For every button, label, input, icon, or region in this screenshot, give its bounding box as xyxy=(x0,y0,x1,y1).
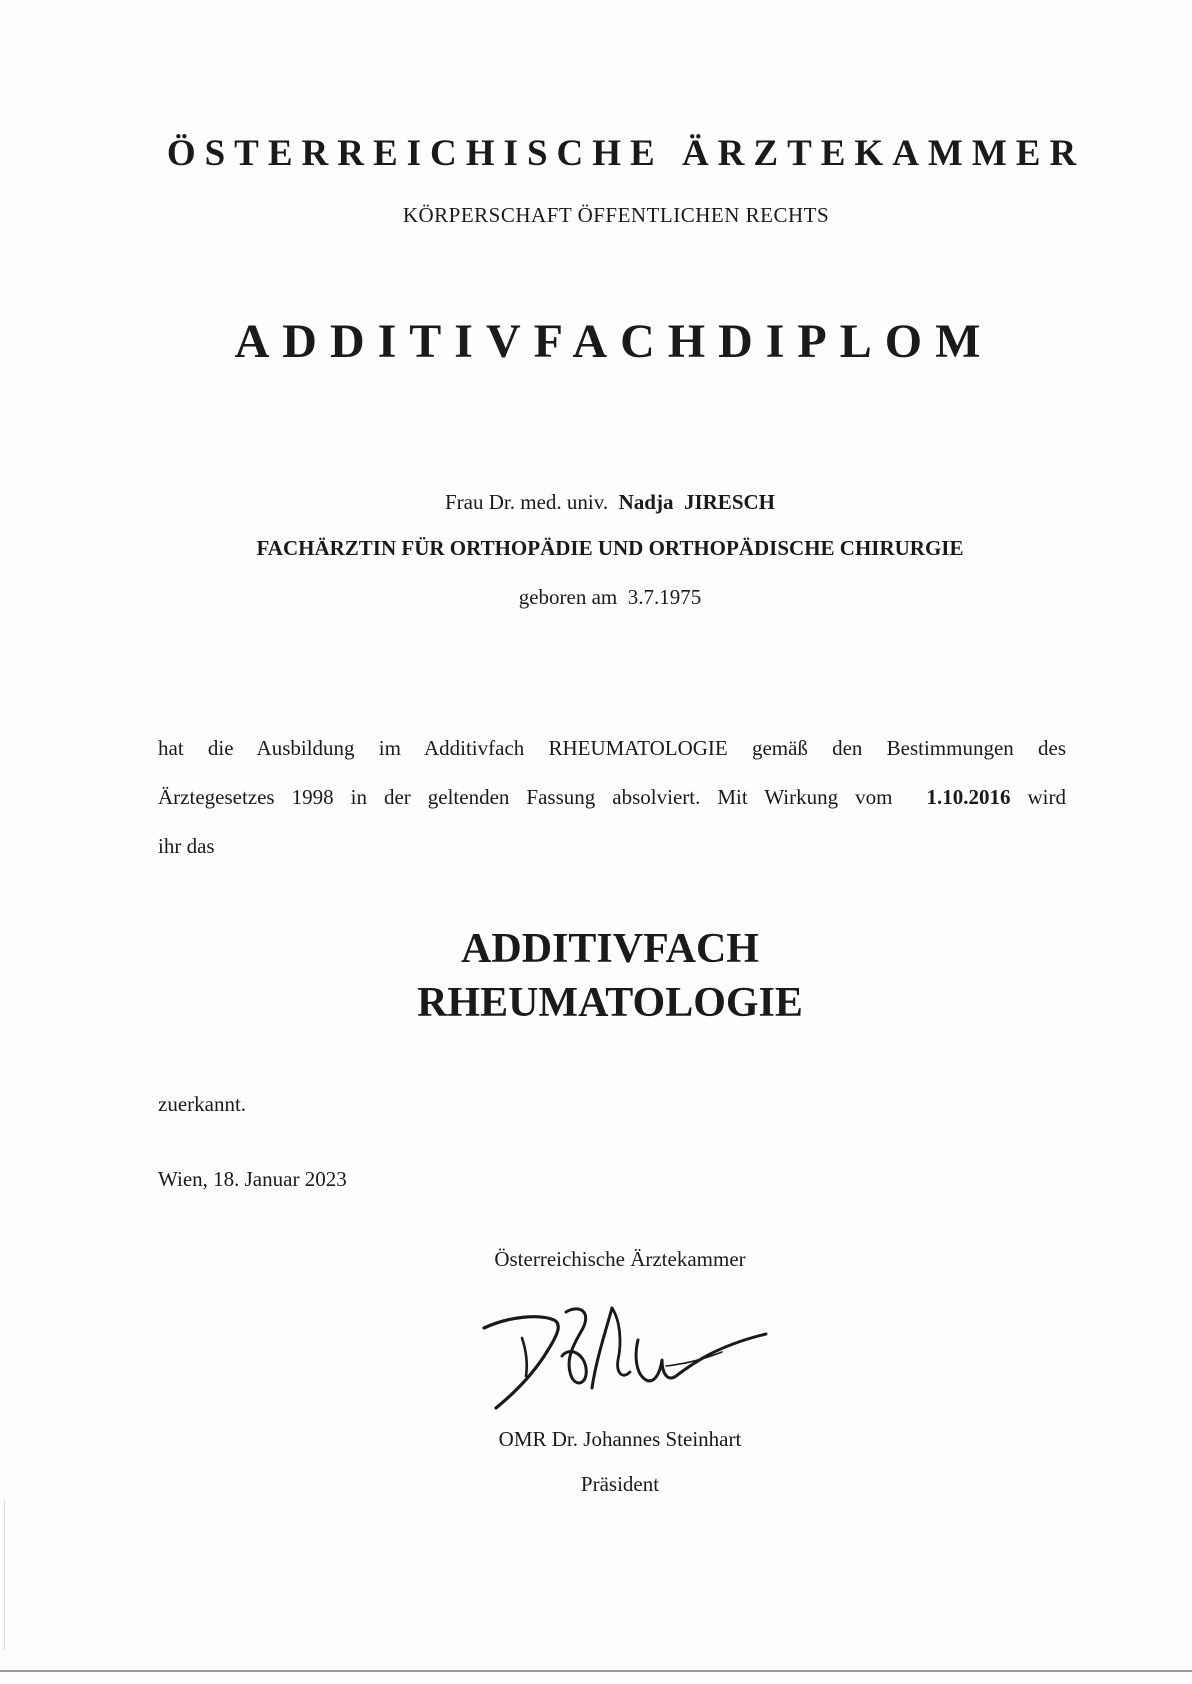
scan-edge-left xyxy=(4,1500,5,1650)
holder-line xyxy=(14,490,1192,515)
birth-line xyxy=(14,585,1192,610)
birth-date: 3.7.1975 xyxy=(627,585,702,609)
birth-label: geboren am xyxy=(518,585,618,609)
holder-last-name: JIRESCH xyxy=(683,490,775,514)
award-text-line-2-suffix: wird xyxy=(1027,785,1067,809)
effective-date: 1.10.2016 xyxy=(926,785,1011,809)
award-text-line-2 xyxy=(158,773,1066,822)
holder-specialty: FACHÄRZTIN FÜR ORTHOPÄDIE UND ORTHOPÄDISCHE CHIRURGIE xyxy=(256,536,964,560)
award-text-line-1: hat die Ausbildung im Additivfach RHEUMATOLOGIE gemäß den Bestimmungen des xyxy=(158,736,1066,760)
signer-role: Präsident xyxy=(580,1472,660,1496)
signature-image xyxy=(470,1290,770,1420)
chamber-name: ÖSTERREICHISCHE ÄRZTEKAMMER xyxy=(166,133,1086,174)
diploma-title: ADDITIVFACHDIPLOM xyxy=(234,315,994,368)
signature-organization: Österreichische Ärztekammer xyxy=(494,1247,746,1271)
awarded-text: zuerkannt. xyxy=(158,1092,247,1116)
award-text-line-2-prefix: Ärztegesetzes 1998 in der geltenden Fassung absolviert. Mit Wirkung vom xyxy=(158,785,893,809)
place-date: Wien, 18. Januar 2023 xyxy=(158,1167,347,1191)
field-title xyxy=(14,922,1192,1030)
field-title-line-2: RHEUMATOLOGIE xyxy=(417,980,803,1026)
award-text xyxy=(158,724,1066,871)
signer-name: OMR Dr. Johannes Steinhart xyxy=(498,1427,742,1451)
holder-salutation: Frau Dr. med. univ. xyxy=(445,490,609,514)
field-title-line-1: ADDITIVFACH xyxy=(461,926,759,972)
award-text-line-3: ihr das xyxy=(158,834,215,858)
scan-edge-bottom xyxy=(0,1670,1192,1672)
holder-first-name: Nadja xyxy=(618,490,674,514)
chamber-subtitle: KÖRPERSCHAFT ÖFFENTLICHEN RECHTS xyxy=(402,203,830,227)
